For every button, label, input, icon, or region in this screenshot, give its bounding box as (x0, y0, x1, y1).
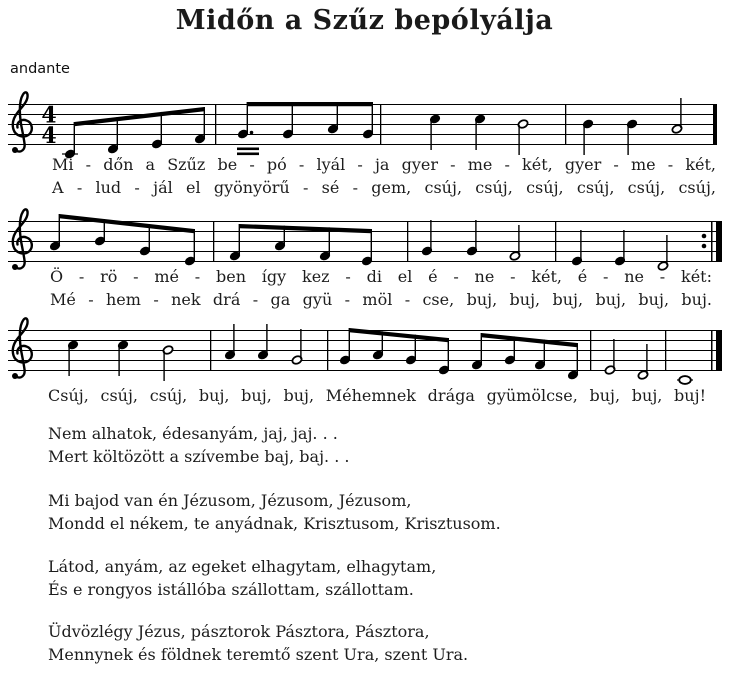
song-title: Midőn a Szűz bepólyálja (175, 5, 554, 36)
verse-line: Mondd el nékem, te anyádnak, Krisztusom, Krisztusom. (48, 514, 501, 533)
note-stem (68, 346, 69, 376)
note-stem (666, 235, 667, 265)
note-stem (577, 343, 578, 374)
note-stem (448, 338, 449, 369)
beam (74, 107, 204, 126)
note-stem (430, 220, 431, 250)
note-stem (627, 125, 628, 155)
barline (215, 104, 216, 144)
note-stem (194, 229, 195, 260)
note-stem (117, 117, 118, 148)
note-stem (371, 229, 372, 260)
note-stem (475, 220, 476, 250)
verse-line: És e rongyos istállóba szállottam, szállottam. (48, 580, 414, 599)
treble-clef-icon (12, 147, 18, 153)
note-stem (266, 324, 267, 354)
note-stem (161, 112, 162, 143)
note-stem (646, 344, 647, 374)
barline (565, 104, 566, 144)
note-stem (349, 328, 350, 359)
sixteenth-beam (237, 148, 259, 151)
augmentation-dot (250, 131, 254, 135)
staff-system (8, 92, 717, 159)
note-stem (292, 102, 293, 133)
staff-line (8, 251, 722, 252)
lyric-line: Csúj, csúj, csúj, buj, buj, buj, Méhemnek drága gyümölcse, buj, buj, buj! (48, 386, 706, 405)
barline (407, 221, 408, 261)
final-barline (716, 330, 722, 371)
staff-system (8, 209, 722, 271)
treble-clef-icon (12, 264, 18, 270)
note-stem (583, 125, 584, 155)
repeat-barline (711, 221, 713, 262)
note-stem (613, 339, 614, 369)
barline (210, 330, 211, 370)
staff-line (8, 241, 722, 242)
note-stem (59, 214, 60, 245)
treble-clef-icon (13, 92, 32, 151)
staff-line (8, 134, 717, 135)
note-stem (118, 346, 119, 376)
barline (713, 104, 717, 145)
time-signature (41, 103, 56, 150)
verse-line: Üdvözlégy Jézus, pásztorok Pásztora, Pásztora, (48, 622, 430, 641)
verse-line: Látod, anyám, az egeket elhagytam, elhagytam, (48, 557, 437, 576)
note-stem (580, 230, 581, 260)
note-stem (247, 102, 248, 133)
verse-5 (48, 620, 468, 666)
repeat-barline (716, 221, 722, 262)
beam (247, 102, 372, 106)
tempo-marking: andante (10, 61, 70, 77)
verse-4 (48, 555, 436, 601)
repeat-dot (702, 234, 707, 239)
barline (327, 330, 328, 370)
note-stem (518, 225, 519, 255)
whole-notehead (679, 376, 691, 384)
note-stem (239, 224, 240, 255)
staff-line (8, 350, 722, 351)
lyric-line: Mi - dőn a Szűz be - pó - lyál - ja gyer - me - két, gyer - me - két, (52, 155, 716, 174)
note-stem (372, 102, 373, 133)
barline (380, 104, 381, 144)
svg-text:4: 4 (41, 102, 57, 129)
verse-2 (48, 422, 349, 468)
barline (555, 221, 556, 261)
note-stem (233, 324, 234, 354)
note-stem (680, 98, 681, 128)
verse-line: Nem alhatok, édesanyám, jaj, jaj. . . (48, 424, 338, 443)
treble-clef-icon (13, 318, 32, 377)
note-stem (430, 120, 431, 150)
staff-line (8, 124, 717, 125)
note-stem (74, 122, 75, 153)
staff-line (8, 114, 717, 115)
staff-system (8, 318, 722, 384)
lyric-line: A - lud - jál el gyönyörű - sé - gem, csúj, csúj, csúj, csúj, csúj, csúj, (52, 178, 716, 197)
verse-line: Mert költözött a szívembe baj, baj. . . (48, 447, 350, 466)
note-stem (475, 120, 476, 150)
treble-clef-icon (12, 373, 18, 379)
lyric-line: Mé - hem - nek drá - ga gyü - möl - cse, buj, buj, buj, buj, buj, buj. (50, 290, 712, 309)
staff-line (8, 360, 722, 361)
staff-line (8, 340, 722, 341)
note-stem (163, 351, 164, 381)
barline (213, 221, 214, 261)
note-stem (204, 107, 205, 138)
barline (665, 330, 666, 370)
verse-3 (48, 489, 501, 535)
beam (59, 214, 194, 233)
note-stem (623, 230, 624, 260)
final-barline (711, 330, 713, 371)
svg-text:4: 4 (41, 123, 57, 149)
note-stem (300, 329, 301, 359)
treble-clef-icon (13, 209, 32, 268)
verse-line: Mennynek és földnek teremtő szent Ura, szent Ura. (48, 645, 469, 664)
note-stem (518, 125, 519, 155)
note-stem (481, 333, 482, 364)
barline (590, 330, 591, 370)
lyric-line: Ö - rö - mé - ben így kez - di el é - ne - két, é - ne - két: (50, 267, 712, 286)
verse-line: Mi bajod van én Jézusom, Jézusom, Jézusom, (48, 491, 412, 510)
repeat-dot (702, 244, 707, 249)
